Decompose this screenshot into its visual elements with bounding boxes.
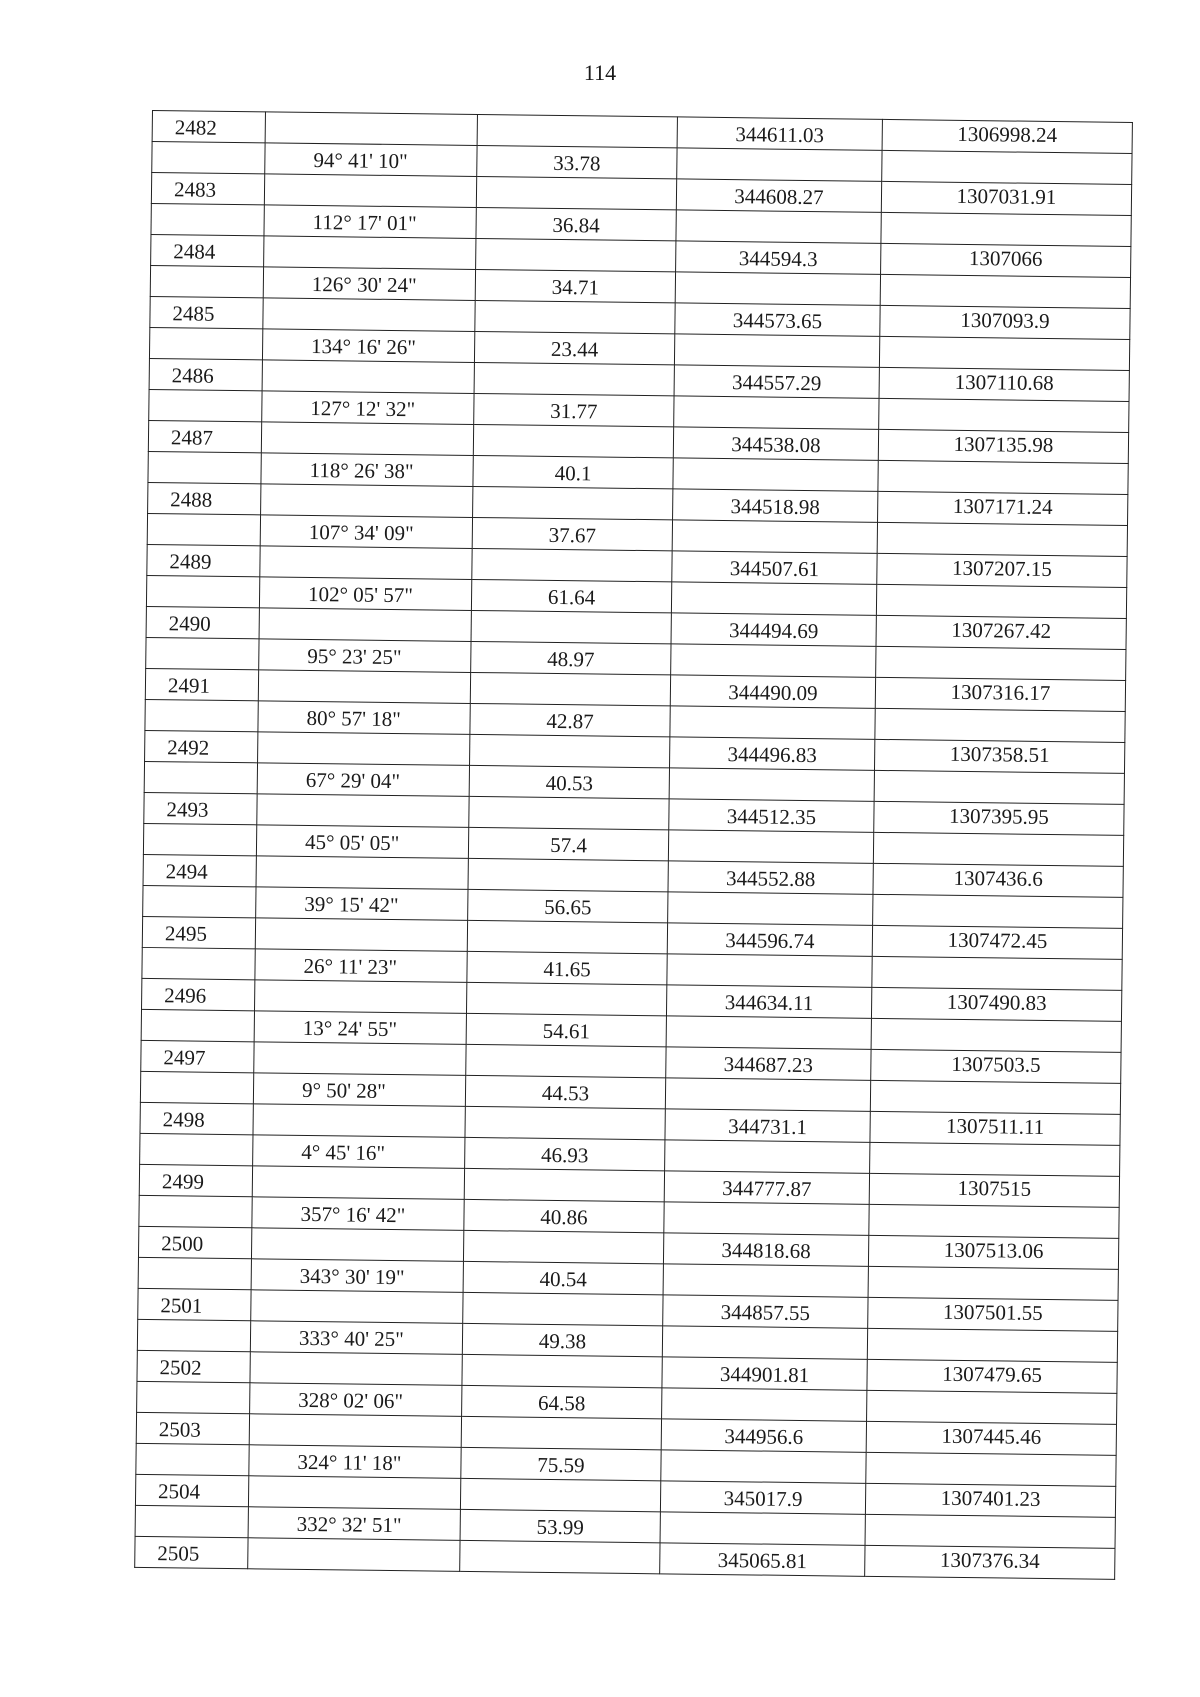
northing-value: 344512.35 [669, 799, 874, 833]
northing-value: 345017.9 [660, 1481, 865, 1515]
easting-value: 1307490.83 [871, 987, 1121, 1021]
northing-value: 344687.23 [666, 1047, 871, 1081]
empty-cell [144, 761, 257, 793]
distance-value: 61.64 [471, 579, 671, 612]
northing-value: 344731.1 [665, 1109, 870, 1143]
empty-cell [250, 1352, 462, 1386]
point-id: 2494 [143, 854, 256, 886]
easting-value: 1307135.98 [878, 429, 1128, 463]
easting-value: 1307376.34 [865, 1545, 1115, 1579]
easting-value: 1307503.5 [871, 1049, 1121, 1083]
survey-coordinate-table [134, 110, 1133, 1580]
empty-cell [882, 150, 1132, 184]
empty-cell [674, 396, 879, 430]
bearing-value: 9° 50' 28" [253, 1073, 465, 1107]
point-id: 2483 [151, 173, 264, 205]
empty-cell [146, 575, 259, 607]
empty-cell [665, 1078, 870, 1112]
empty-cell [136, 1443, 249, 1475]
empty-cell [867, 1390, 1117, 1424]
point-id: 2487 [148, 420, 261, 452]
northing-value: 344552.88 [668, 861, 873, 895]
distance-value: 23.44 [474, 331, 674, 364]
bearing-value: 328° 02' 06" [250, 1383, 462, 1417]
empty-cell [252, 1166, 464, 1200]
empty-cell [663, 1264, 868, 1298]
empty-cell [671, 644, 876, 678]
empty-cell [662, 1388, 867, 1422]
northing-value: 344490.09 [670, 675, 875, 709]
bearing-value: 26° 11' 23" [255, 949, 467, 983]
easting-value: 1306998.24 [882, 119, 1132, 153]
empty-cell [261, 484, 473, 518]
distance-value: 37.67 [472, 517, 672, 550]
empty-cell [465, 1106, 665, 1139]
empty-cell [254, 1042, 466, 1076]
empty-cell [264, 174, 476, 208]
easting-value: 1307395.95 [874, 801, 1124, 835]
easting-value: 1307110.68 [879, 367, 1129, 401]
distance-value: 42.87 [470, 703, 670, 736]
bearing-value: 112° 17' 01" [264, 205, 476, 239]
empty-cell [881, 212, 1131, 246]
point-id: 2501 [138, 1288, 251, 1320]
distance-value: 36.84 [476, 207, 676, 240]
bearing-value: 67° 29' 04" [257, 763, 469, 797]
empty-cell [142, 947, 255, 979]
northing-value: 344901.81 [662, 1357, 867, 1391]
empty-cell [476, 176, 676, 209]
empty-cell [866, 1452, 1116, 1486]
easting-value: 1307171.24 [878, 491, 1128, 525]
empty-cell [147, 513, 260, 545]
empty-cell [475, 300, 675, 333]
empty-cell [257, 794, 469, 828]
empty-cell [143, 823, 256, 855]
empty-cell [865, 1514, 1115, 1548]
empty-cell [141, 1009, 254, 1041]
bearing-value: 127° 12' 32" [262, 391, 474, 425]
easting-value: 1307445.46 [866, 1421, 1116, 1455]
easting-value: 1307358.51 [874, 739, 1124, 773]
northing-value: 344777.87 [664, 1171, 869, 1205]
bearing-value: 107° 34' 09" [260, 515, 472, 549]
empty-cell [139, 1195, 252, 1227]
empty-cell [873, 894, 1123, 928]
empty-cell [462, 1354, 662, 1387]
empty-cell [468, 858, 668, 891]
distance-value: 40.1 [473, 455, 673, 488]
empty-cell [471, 610, 671, 643]
empty-cell [148, 451, 261, 483]
point-id: 2484 [151, 234, 264, 266]
empty-cell [143, 885, 256, 917]
distance-value: 40.54 [463, 1261, 663, 1294]
bearing-value: 45° 05' 05" [256, 825, 468, 859]
empty-cell [261, 422, 473, 456]
point-id: 2496 [142, 978, 255, 1010]
distance-value: 53.99 [460, 1509, 660, 1542]
empty-cell [145, 699, 258, 731]
empty-cell [463, 1292, 663, 1325]
distance-value: 40.53 [469, 765, 669, 798]
point-id: 2499 [139, 1164, 252, 1196]
point-id: 2488 [148, 482, 261, 514]
empty-cell [258, 670, 470, 704]
empty-cell [137, 1381, 250, 1413]
empty-cell [151, 203, 264, 235]
distance-value: 46.93 [465, 1137, 665, 1170]
northing-value: 344573.65 [675, 303, 880, 337]
empty-cell [260, 546, 472, 580]
empty-cell [152, 142, 265, 174]
easting-value: 1307093.9 [880, 305, 1130, 339]
empty-cell [140, 1071, 253, 1103]
empty-cell [264, 236, 476, 270]
empty-cell [879, 336, 1129, 370]
point-id: 2493 [144, 792, 257, 824]
empty-cell [470, 672, 670, 705]
empty-cell [472, 548, 672, 581]
point-id: 2498 [140, 1102, 253, 1134]
bearing-value: 126° 30' 24" [263, 267, 475, 301]
distance-value: 54.61 [466, 1013, 666, 1046]
empty-cell [665, 1140, 870, 1174]
point-id: 2500 [138, 1226, 251, 1258]
easting-value: 1307267.42 [876, 615, 1126, 649]
distance-value: 31.77 [474, 393, 674, 426]
page-number: 114 [583, 60, 617, 85]
bearing-value: 80° 57' 18" [258, 701, 470, 735]
point-id: 2489 [147, 544, 260, 576]
empty-cell [253, 1104, 465, 1138]
empty-cell [676, 210, 881, 244]
northing-value: 344596.74 [667, 923, 872, 957]
empty-cell [470, 734, 670, 767]
empty-cell [879, 398, 1129, 432]
empty-cell [880, 274, 1130, 308]
easting-value: 1307511.11 [870, 1111, 1120, 1145]
point-id: 2504 [135, 1474, 248, 1506]
easting-value: 1307513.06 [868, 1235, 1118, 1269]
empty-cell [263, 298, 475, 332]
point-id: 2492 [145, 730, 258, 762]
empty-cell [669, 768, 874, 802]
northing-value: 345065.81 [660, 1543, 865, 1577]
empty-cell [872, 956, 1122, 990]
bearing-value: 118° 26' 38" [261, 453, 473, 487]
distance-value: 48.97 [471, 641, 671, 674]
empty-cell [675, 272, 880, 306]
empty-cell [249, 1414, 461, 1448]
northing-value: 344538.08 [673, 427, 878, 461]
easting-value: 1307207.15 [877, 553, 1127, 587]
distance-value: 57.4 [468, 827, 668, 860]
empty-cell [149, 327, 262, 359]
empty-cell [460, 1540, 660, 1573]
empty-cell [259, 608, 471, 642]
empty-cell [146, 637, 259, 669]
easting-value: 1307316.17 [875, 677, 1125, 711]
bearing-value: 332° 32' 51" [248, 1507, 460, 1541]
northing-value: 344818.68 [663, 1233, 868, 1267]
empty-cell [140, 1133, 253, 1165]
empty-cell [875, 708, 1125, 742]
bearing-value: 102° 05' 57" [259, 577, 471, 611]
empty-cell [869, 1204, 1119, 1238]
point-id: 2486 [149, 358, 262, 390]
point-id: 2502 [137, 1350, 250, 1382]
easting-value: 1307066 [881, 243, 1131, 277]
empty-cell [466, 1044, 666, 1077]
empty-cell [150, 265, 263, 297]
northing-value: 344557.29 [674, 365, 879, 399]
empty-cell [248, 1538, 460, 1572]
empty-cell [662, 1326, 867, 1360]
empty-cell [867, 1328, 1117, 1362]
northing-value: 344594.3 [676, 241, 881, 275]
empty-cell [476, 238, 676, 271]
easting-value: 1307401.23 [865, 1483, 1115, 1517]
distance-value: 56.65 [468, 889, 668, 922]
empty-cell [668, 830, 873, 864]
bearing-value: 333° 40' 25" [250, 1321, 462, 1355]
empty-cell [467, 920, 667, 953]
empty-cell [671, 582, 876, 616]
empty-cell [135, 1505, 248, 1537]
distance-value: 44.53 [465, 1075, 665, 1108]
empty-cell [674, 334, 879, 368]
empty-cell [248, 1476, 460, 1510]
point-id: 2490 [146, 606, 259, 638]
empty-cell [661, 1450, 866, 1484]
empty-cell [474, 362, 674, 395]
empty-cell [137, 1319, 250, 1351]
empty-cell [673, 458, 878, 492]
distance-value: 49.38 [462, 1323, 662, 1356]
empty-cell [265, 112, 477, 146]
empty-cell [149, 389, 262, 421]
point-id: 2495 [142, 916, 255, 948]
empty-cell [255, 918, 467, 952]
empty-cell [677, 148, 882, 182]
point-id: 2491 [145, 668, 258, 700]
empty-cell [868, 1266, 1118, 1300]
empty-cell [666, 1016, 871, 1050]
empty-cell [256, 856, 468, 890]
empty-cell [262, 360, 474, 394]
empty-cell [466, 982, 666, 1015]
bearing-value: 343° 30' 19" [251, 1259, 463, 1293]
point-id: 2482 [152, 111, 265, 143]
empty-cell [870, 1142, 1120, 1176]
empty-cell [473, 486, 673, 519]
empty-cell [876, 584, 1126, 618]
empty-cell [873, 832, 1123, 866]
distance-value: 33.78 [477, 145, 677, 178]
easting-value: 1307479.65 [867, 1359, 1117, 1393]
easting-value: 1307515 [869, 1173, 1119, 1207]
easting-value: 1307501.55 [868, 1297, 1118, 1331]
bearing-value: 13° 24' 55" [254, 1011, 466, 1045]
empty-cell [672, 520, 877, 554]
empty-cell [870, 1080, 1120, 1114]
empty-cell [251, 1228, 463, 1262]
point-id: 2505 [135, 1536, 248, 1568]
empty-cell [138, 1257, 251, 1289]
easting-value: 1307031.91 [881, 181, 1131, 215]
empty-cell [871, 1018, 1121, 1052]
empty-cell [477, 114, 677, 147]
northing-value: 344611.03 [677, 117, 882, 151]
empty-cell [255, 980, 467, 1014]
point-id: 2497 [141, 1040, 254, 1072]
distance-value: 41.65 [467, 951, 667, 984]
empty-cell [463, 1230, 663, 1263]
empty-cell [668, 892, 873, 926]
distance-value: 34.71 [475, 269, 675, 302]
northing-value: 344518.98 [673, 489, 878, 523]
northing-value: 344496.83 [670, 737, 875, 771]
point-id: 2485 [150, 296, 263, 328]
distance-value: 40.86 [464, 1199, 664, 1232]
bearing-value: 324° 11' 18" [249, 1445, 461, 1479]
empty-cell [667, 954, 872, 988]
northing-value: 344857.55 [663, 1295, 868, 1329]
bearing-value: 4° 45' 16" [253, 1135, 465, 1169]
distance-value: 75.59 [461, 1447, 661, 1480]
empty-cell [664, 1202, 869, 1236]
northing-value: 344507.61 [672, 551, 877, 585]
empty-cell [469, 796, 669, 829]
empty-cell [258, 732, 470, 766]
empty-cell [460, 1478, 660, 1511]
empty-cell [251, 1290, 463, 1324]
easting-value: 1307472.45 [872, 925, 1122, 959]
northing-value: 344494.69 [671, 613, 876, 647]
point-id: 2503 [136, 1412, 249, 1444]
bearing-value: 134° 16' 26" [262, 329, 474, 363]
bearing-value: 357° 16' 42" [252, 1197, 464, 1231]
empty-cell [877, 522, 1127, 556]
easting-value: 1307436.6 [873, 863, 1123, 897]
empty-cell [670, 706, 875, 740]
northing-value: 344634.11 [666, 985, 871, 1019]
bearing-value: 94° 41' 10" [265, 143, 477, 177]
empty-cell [660, 1512, 865, 1546]
distance-value: 64.58 [462, 1385, 662, 1418]
bearing-value: 95° 23' 25" [259, 639, 471, 673]
empty-cell [473, 424, 673, 457]
empty-cell [876, 646, 1126, 680]
northing-value: 344608.27 [676, 179, 881, 213]
empty-cell [874, 770, 1124, 804]
empty-cell [878, 460, 1128, 494]
empty-cell [464, 1168, 664, 1201]
northing-value: 344956.6 [661, 1419, 866, 1453]
empty-cell [461, 1416, 661, 1449]
bearing-value: 39° 15' 42" [256, 887, 468, 921]
